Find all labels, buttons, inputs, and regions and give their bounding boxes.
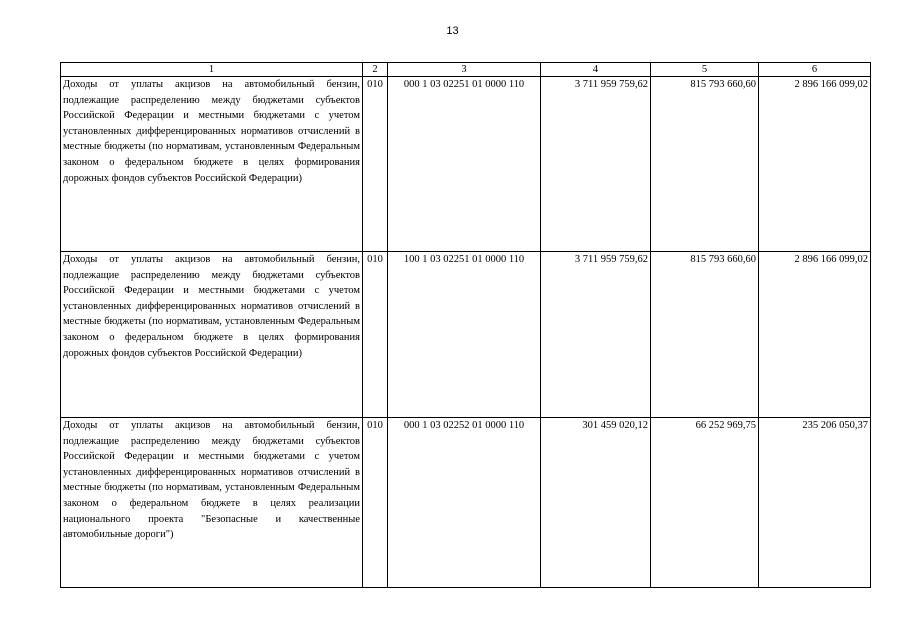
column-header-3: 3: [388, 63, 541, 77]
row-line-code: 010: [363, 77, 388, 252]
row-value-col5: 815 793 660,60: [651, 77, 759, 252]
column-header-4: 4: [541, 63, 651, 77]
row-value-col5: 815 793 660,60: [651, 252, 759, 418]
row-value-col4: 3 711 959 759,62: [541, 77, 651, 252]
page-number: 13: [446, 25, 459, 37]
row-budget-code: 000 1 03 02252 01 0000 110: [388, 418, 541, 588]
column-header-1: 1: [61, 63, 363, 77]
table-row: [61, 418, 871, 588]
column-header-5: 5: [651, 63, 759, 77]
column-header-6: 6: [759, 63, 871, 77]
row-line-code: 010: [363, 252, 388, 418]
table-row: [61, 77, 871, 252]
row-value-col6: 235 206 050,37: [759, 418, 871, 588]
row-description: Доходы от уплаты акцизов на автомобильный бензин, подлежащие распределению между бюджетами субъектов Российской Федерации и местными бюджетами с учетом установленных дифференцированных нормативов отчислений в местные бюджеты (по нормативам, установленным Федеральным законом о федеральном бюджете в целях реализации национального проекта "Безопасные и качественные автомобильные дороги"): [61, 418, 363, 588]
row-value-col4: 301 459 020,12: [541, 418, 651, 588]
row-description: Доходы от уплаты акцизов на автомобильный бензин, подлежащие распределению между бюджетами субъектов Российской Федерации и местными бюджетами с учетом установленных дифференцированных нормативов отчислений в местные бюджеты (по нормативам, установленным Федеральным законом о федеральном бюджете в целях формирования дорожных фондов субъектов Российской Федерации): [61, 252, 363, 418]
row-line-code: 010: [363, 418, 388, 588]
row-value-col4: 3 711 959 759,62: [541, 252, 651, 418]
row-value-col6: 2 896 166 099,02: [759, 252, 871, 418]
row-description: Доходы от уплаты акцизов на автомобильный бензин, подлежащие распределению между бюджетами субъектов Российской Федерации и местными бюджетами с учетом установленных дифференцированных нормативов отчислений в местные бюджеты (по нормативам, установленным Федеральным законом о федеральном бюджете в целях формирования дорожных фондов субъектов Российской Федерации): [61, 77, 363, 252]
column-header-2: 2: [363, 63, 388, 77]
row-value-col5: 66 252 969,75: [651, 418, 759, 588]
table-row: [61, 252, 871, 418]
row-budget-code: 000 1 03 02251 01 0000 110: [388, 77, 541, 252]
table-header-row: [61, 63, 871, 77]
revenue-table: [60, 62, 871, 588]
row-budget-code: 100 1 03 02251 01 0000 110: [388, 252, 541, 418]
row-value-col6: 2 896 166 099,02: [759, 77, 871, 252]
